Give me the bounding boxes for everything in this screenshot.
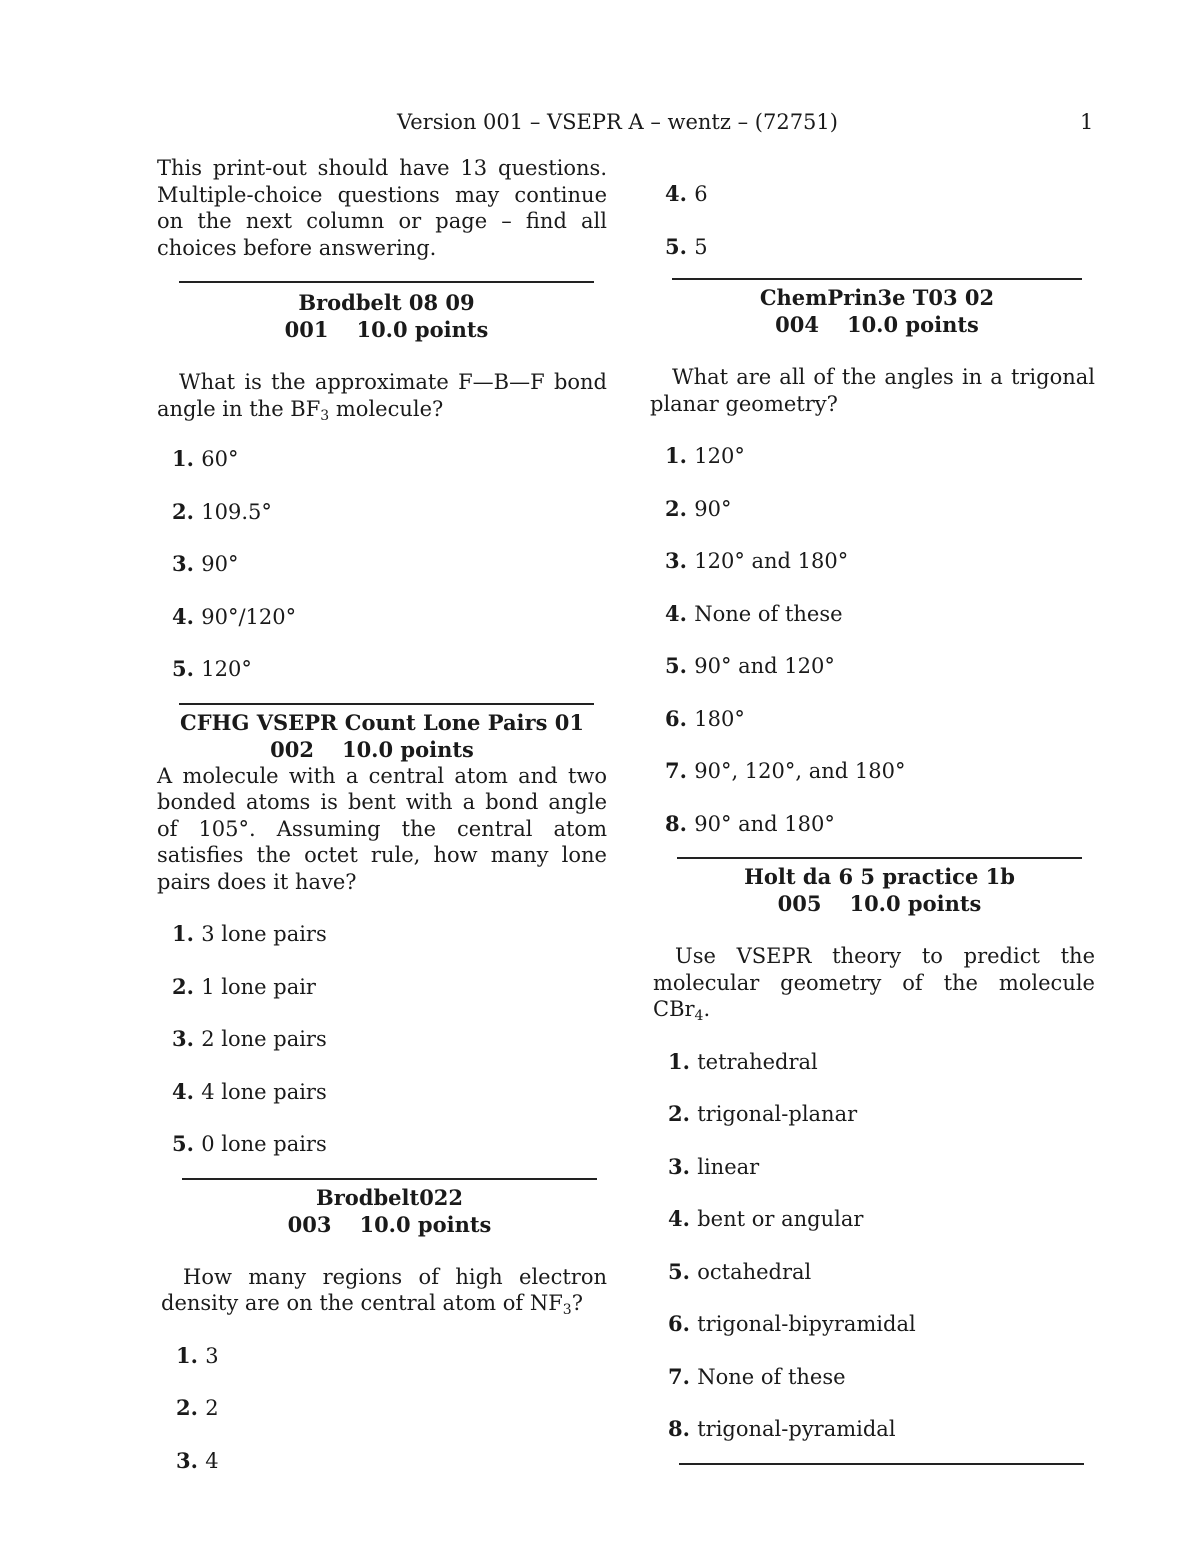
question-source: Holt da 6 5 practice 1b [744, 864, 1015, 889]
question-number: 001 [284, 317, 329, 342]
question-points: 10.0 points [849, 891, 982, 916]
question-source: ChemPrin3e T03 02 [759, 285, 995, 310]
choice[interactable]: 4. bent or angular [668, 1206, 864, 1231]
choice[interactable]: 3. 4 [176, 1447, 219, 1473]
question-points: 10.0 points [359, 1211, 492, 1237]
choice[interactable]: 5. 5 [665, 233, 708, 259]
choice[interactable]: 1. 120° [665, 443, 745, 468]
choice[interactable]: 5. 90° and 120° [665, 653, 835, 678]
divider [179, 281, 594, 283]
question-header [179, 289, 594, 343]
choice[interactable]: 4. 4 lone pairs [172, 1078, 327, 1104]
choice[interactable]: 5. 0 lone pairs [172, 1131, 327, 1156]
choice[interactable]: 8. trigonal-pyramidal [668, 1416, 896, 1441]
question-source: Brodbelt022 [315, 1184, 464, 1210]
question-points: 10.0 points [341, 736, 474, 762]
page-number: 1 [1080, 110, 1094, 134]
choice[interactable]: 4. 90°/120° [172, 603, 297, 629]
choice[interactable]: 1. 60° [172, 446, 239, 471]
choice[interactable]: 3. linear [668, 1153, 760, 1179]
header-title: Version 001 – VSEPR A – wentz – (72751) [397, 110, 838, 134]
divider [182, 1178, 597, 1180]
question-text: Use VSEPR theory to predict the molecular geometry of the molecule CBr$_4$. [653, 944, 1095, 1024]
question-header [677, 863, 1082, 917]
intro-text: This print-out should have 13 questions. Multiple-choice questions may continue on the next column or page – find all choices before answering. [157, 156, 607, 260]
choice[interactable]: 2. trigonal-planar [668, 1101, 858, 1126]
question-header [157, 709, 607, 763]
question-text: What is the approximate F—B—F bond angle in the $BF_3$ molecule? [157, 370, 607, 424]
choice[interactable]: 1. 3 lone pairs [172, 921, 327, 946]
choice[interactable]: 3. 90° [172, 551, 239, 576]
choice-list [157, 446, 607, 683]
question-number: 002 [270, 736, 314, 762]
choice[interactable]: 2. 2 [176, 1395, 219, 1420]
question-source: CFHG VSEPR Count Lone Pairs 01 [180, 709, 584, 735]
page-header [0, 108, 1200, 138]
choice[interactable]: 4. None of these [665, 600, 843, 626]
choice[interactable]: 3. 120° and 180° [665, 548, 849, 573]
choice[interactable]: 6. 180° [665, 705, 745, 731]
choice[interactable]: 8. 90° and 180° [665, 810, 835, 836]
question-number: 003 [287, 1211, 332, 1237]
question-text: How many regions of high electron density are on the central atom of $NF_3$? [161, 1264, 607, 1318]
choice[interactable]: 3. 2 lone pairs [172, 1026, 327, 1051]
choice[interactable]: 2. 109.5° [172, 498, 272, 524]
choice[interactable]: 5. octahedral [668, 1258, 812, 1284]
divider [677, 857, 1082, 859]
question-text: A molecule with a central atom and two bonded atoms is bent with a bond angle of 105°. Assuming the central atom satisfies the octet rule, how many lone pairs does it have? [157, 763, 607, 894]
question-number: 004 [775, 312, 819, 337]
question-source: Brodbelt 08 09 [298, 290, 475, 315]
choice[interactable]: 6. trigonal-bipyramidal [668, 1311, 916, 1336]
right-column [650, 155, 1095, 1465]
question-text: What are all of the angles in a trigonal planar geometry? [650, 365, 1095, 416]
choice[interactable]: 5. 120° [172, 656, 252, 681]
choice-list-continued [650, 181, 1095, 260]
choice-list [157, 921, 607, 1158]
choice-list [650, 1049, 1095, 1443]
choice[interactable]: 1. tetrahedral [668, 1048, 818, 1074]
choice[interactable]: 7. None of these [668, 1363, 846, 1389]
choice-list [650, 443, 1095, 837]
choice[interactable]: 4. 6 [665, 181, 708, 206]
left-column [157, 155, 607, 1474]
choice-list [157, 1343, 607, 1475]
question-number: 005 [777, 891, 822, 916]
choice[interactable]: 7. 90°, 120°, and 180° [665, 758, 906, 783]
divider [672, 278, 1082, 280]
choice[interactable]: 1. 3 [176, 1342, 219, 1368]
question-header [182, 1184, 597, 1238]
question-points: 10.0 points [356, 317, 489, 342]
choice[interactable]: 2. 1 lone pair [172, 973, 316, 999]
question-header [672, 284, 1082, 338]
divider [179, 703, 594, 705]
divider [679, 1463, 1084, 1465]
choice[interactable]: 2. 90° [665, 495, 732, 521]
question-points: 10.0 points [846, 312, 979, 337]
